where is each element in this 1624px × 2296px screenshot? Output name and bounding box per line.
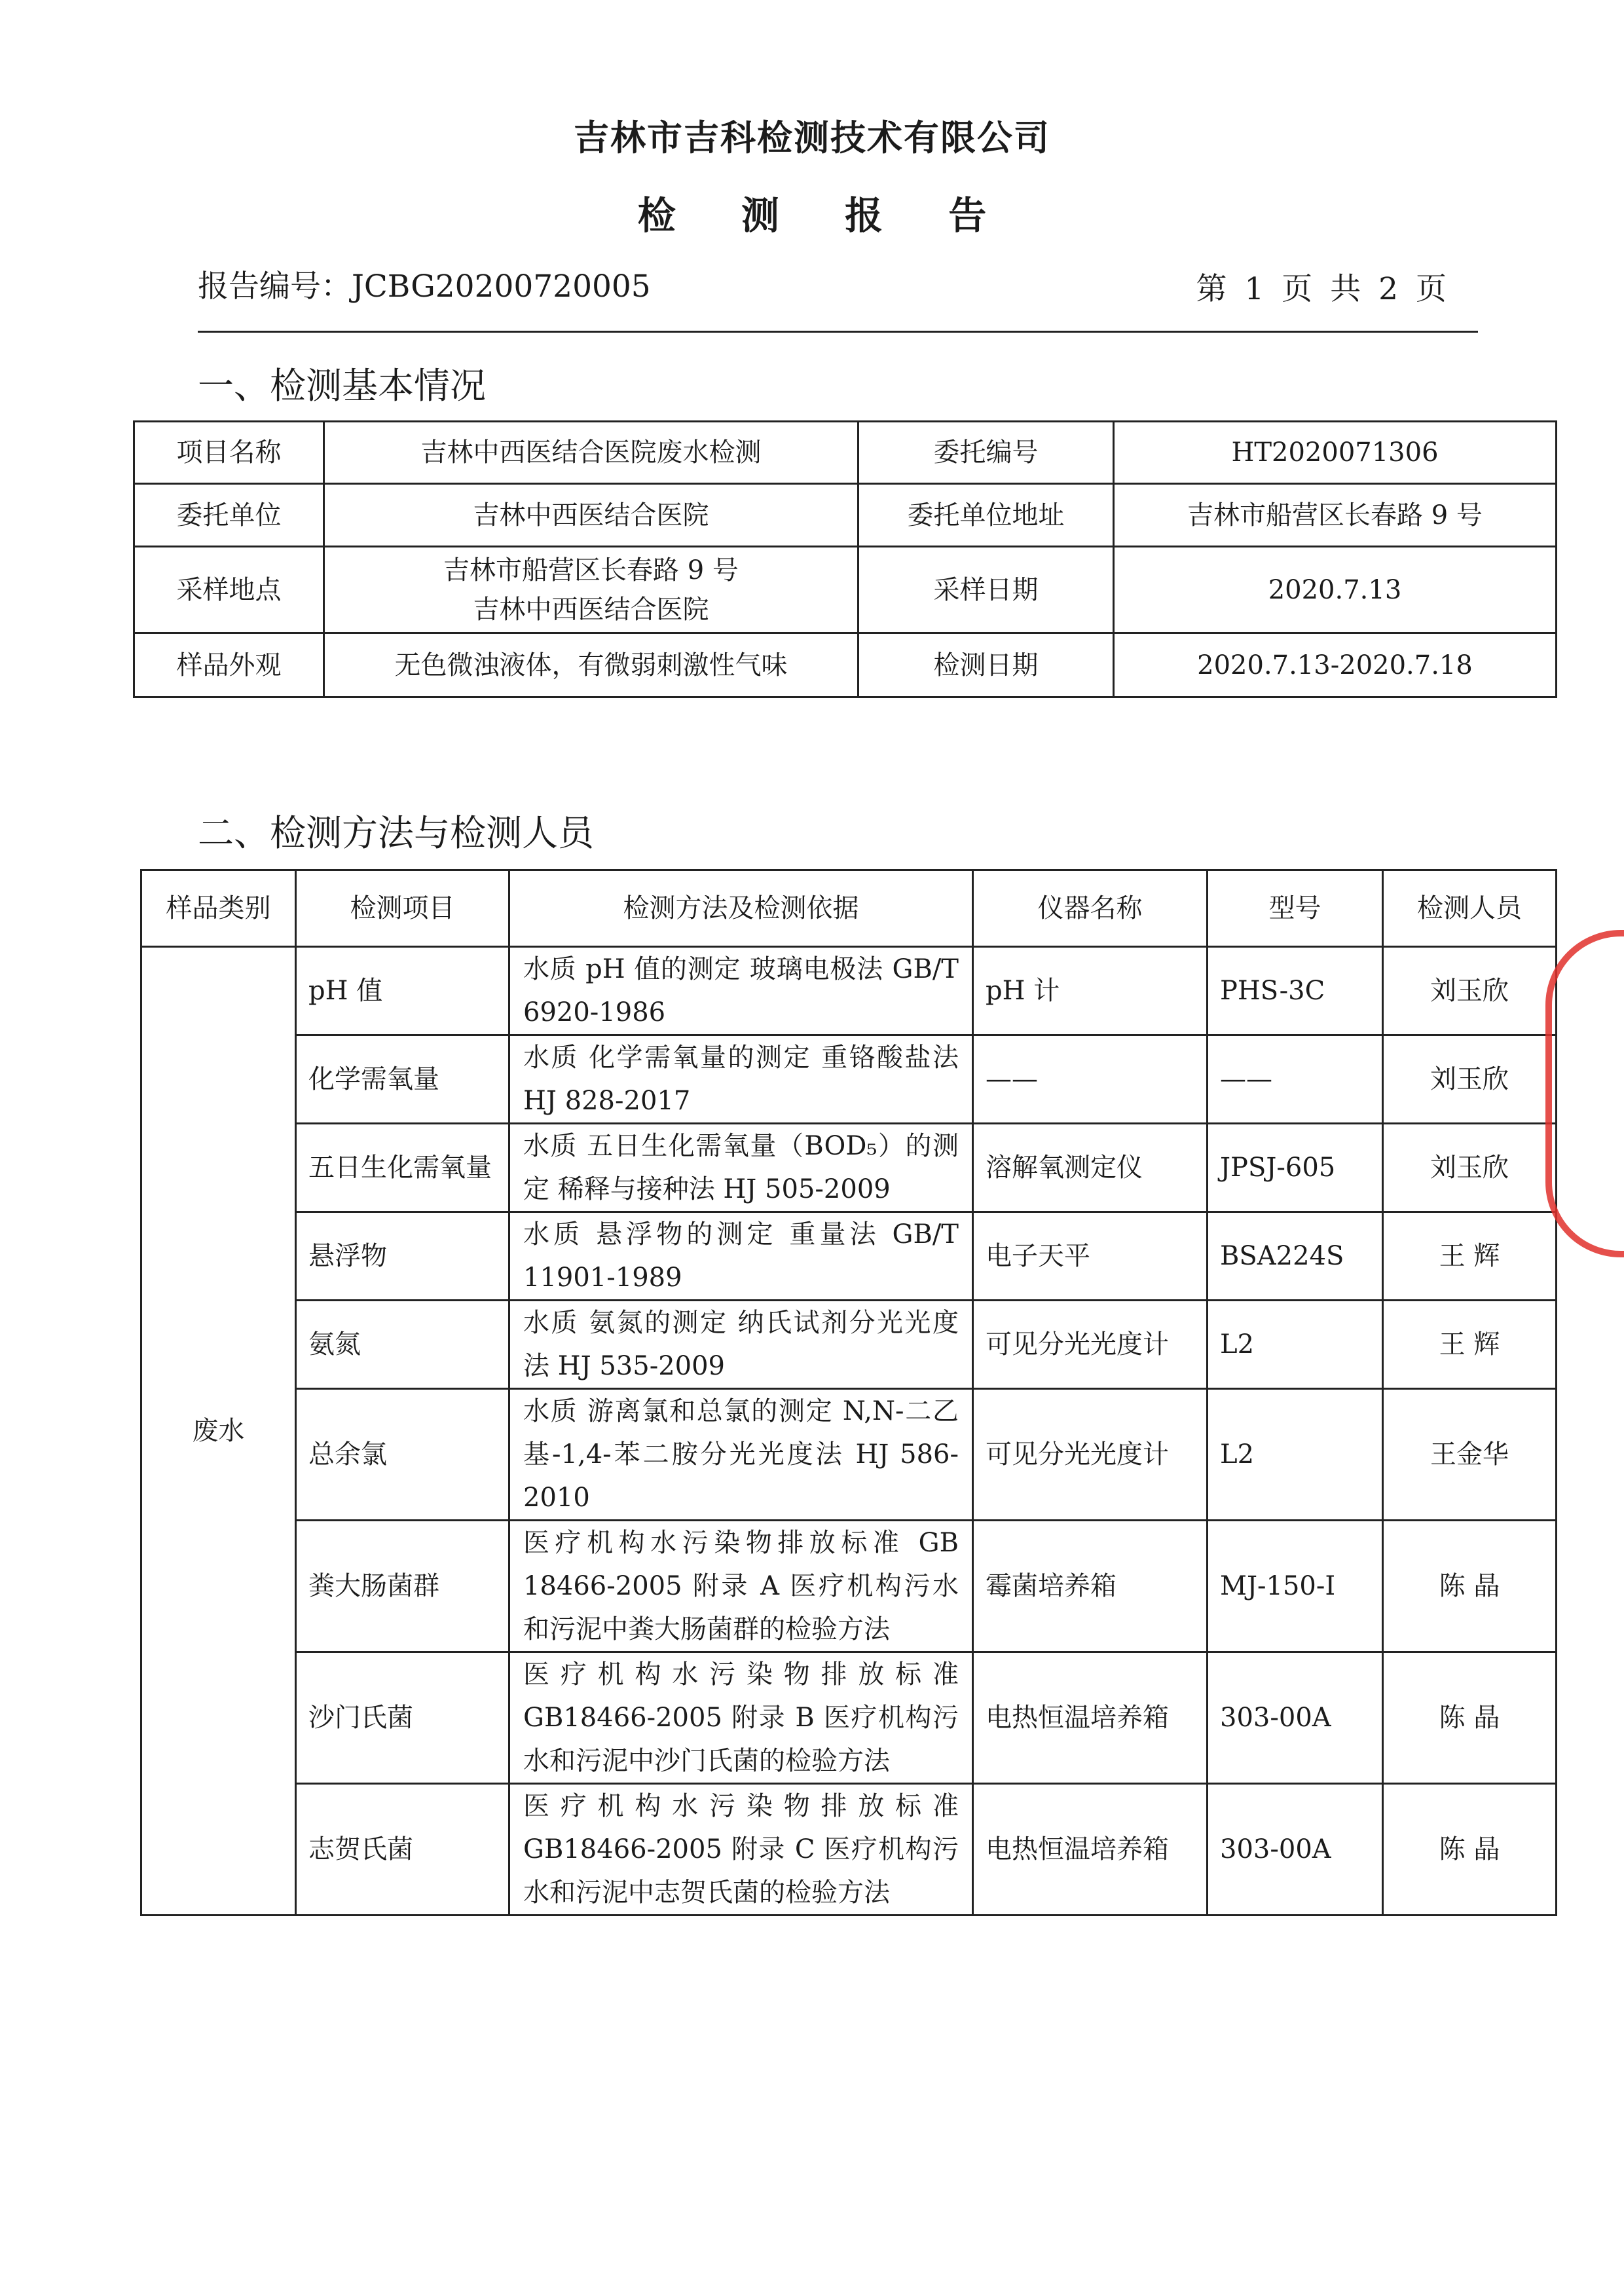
instrument-cell: 可见分光光度计 — [973, 1301, 1208, 1389]
table-row — [141, 1035, 1557, 1124]
method-cell: 水质 五日生化需氧量（BOD₅）的测定 稀释与接种法 HJ 505-2009 — [509, 1124, 973, 1212]
header-tester: 检测人员 — [1383, 870, 1557, 947]
table-row — [141, 1521, 1557, 1652]
instrument-cell: 电热恒温培养箱 — [973, 1784, 1208, 1916]
label-client: 委托单位 — [134, 484, 324, 547]
item-cell: 总余氯 — [296, 1389, 509, 1521]
page-info: 第 1 页 共 2 页 — [1196, 271, 1450, 307]
tester-cell: 刘玉欣 — [1383, 1124, 1557, 1212]
method-cell: 水质 氨氮的测定 纳氏试剂分光光度法 HJ 535-2009 — [509, 1301, 973, 1389]
value-project-name: 吉林中西医结合医院废水检测 — [324, 422, 858, 484]
methods-table — [140, 869, 1557, 1916]
table-row — [134, 633, 1557, 697]
company-name: 吉林市吉科检测技术有限公司 — [574, 117, 1050, 158]
label-test-date: 检测日期 — [858, 633, 1114, 697]
value-appearance: 无色微浊液体，有微弱刺激性气味 — [324, 633, 858, 697]
value-client-address: 吉林市船营区长春路 9 号 — [1114, 484, 1557, 547]
instrument-cell: —— — [973, 1035, 1208, 1124]
model-cell: PHS-3C — [1208, 947, 1383, 1035]
item-cell: 氨氮 — [296, 1301, 509, 1389]
table-row — [141, 1212, 1557, 1301]
instrument-cell: 电子天平 — [973, 1212, 1208, 1301]
item-cell: 悬浮物 — [296, 1212, 509, 1301]
method-cell: 医疗机构水污染物排放标准 GB 18466-2005 附录 A 医疗机构污水和污泥中粪大肠菌群的检验方法 — [509, 1521, 973, 1652]
model-cell: L2 — [1208, 1301, 1383, 1389]
table-row — [141, 1389, 1557, 1521]
tester-cell: 王 辉 — [1383, 1301, 1557, 1389]
model-cell: JPSJ-605 — [1208, 1124, 1383, 1212]
label-sampling-date: 采样日期 — [858, 547, 1114, 633]
item-cell: pH 值 — [296, 947, 509, 1035]
table-row — [141, 1301, 1557, 1389]
method-cell: 水质 游离氯和总氯的测定 N,N-二乙基-1,4-苯二胺分光光度法 HJ 586-2010 — [509, 1389, 973, 1521]
item-cell: 志贺氏菌 — [296, 1784, 509, 1916]
model-cell: L2 — [1208, 1389, 1383, 1521]
header-method: 检测方法及检测依据 — [509, 870, 973, 947]
value-commission-no: HT2020071306 — [1114, 422, 1557, 484]
model-cell: 303-00A — [1208, 1652, 1383, 1784]
label-client-address: 委托单位地址 — [858, 484, 1114, 547]
label-commission-no: 委托编号 — [858, 422, 1114, 484]
red-seal-stamp — [1545, 930, 1624, 1257]
value-test-date: 2020.7.13-2020.7.18 — [1114, 633, 1557, 697]
label-project-name: 项目名称 — [134, 422, 324, 484]
table-row — [134, 484, 1557, 547]
tester-cell: 刘玉欣 — [1383, 947, 1557, 1035]
category-cell: 废水 — [141, 947, 296, 1916]
instrument-cell: 霉菌培养箱 — [973, 1521, 1208, 1652]
model-cell: MJ-150-I — [1208, 1521, 1383, 1652]
tester-cell: 陈 晶 — [1383, 1652, 1557, 1784]
tester-cell: 王 辉 — [1383, 1212, 1557, 1301]
instrument-cell: 可见分光光度计 — [973, 1389, 1208, 1521]
model-cell: —— — [1208, 1035, 1383, 1124]
section2-heading: 二、检测方法与检测人员 — [198, 812, 595, 854]
tester-cell: 陈 晶 — [1383, 1784, 1557, 1916]
table-row — [134, 547, 1557, 633]
header-item: 检测项目 — [296, 870, 509, 947]
method-cell: 水质 化学需氧量的测定 重铬酸盐法 HJ 828-2017 — [509, 1035, 973, 1124]
item-cell: 化学需氧量 — [296, 1035, 509, 1124]
method-cell: 医疗机构水污染物排放标准 GB18466-2005 附录 C 医疗机构污水和污泥中志贺氏菌的检验方法 — [509, 1784, 973, 1916]
table-row — [141, 947, 1557, 1035]
instrument-cell: 溶解氧测定仪 — [973, 1124, 1208, 1212]
header-instrument: 仪器名称 — [973, 870, 1208, 947]
instrument-cell: pH 计 — [973, 947, 1208, 1035]
table-header-row — [141, 870, 1557, 947]
tester-cell: 陈 晶 — [1383, 1521, 1557, 1652]
method-cell: 水质 pH 值的测定 玻璃电极法 GB/T 6920-1986 — [509, 947, 973, 1035]
table-row — [141, 1784, 1557, 1916]
table-row — [141, 1652, 1557, 1784]
model-cell: 303-00A — [1208, 1784, 1383, 1916]
header-category: 样品类别 — [141, 870, 296, 947]
item-cell: 沙门氏菌 — [296, 1652, 509, 1784]
label-appearance: 样品外观 — [134, 633, 324, 697]
header-divider — [198, 331, 1478, 333]
basic-info-table — [133, 420, 1557, 698]
report-title: 检 测 报 告 — [637, 193, 1013, 238]
value-client: 吉林中西医结合医院 — [324, 484, 858, 547]
method-cell: 水质 悬浮物的测定 重量法 GB/T 11901-1989 — [509, 1212, 973, 1301]
tester-cell: 刘玉欣 — [1383, 1035, 1557, 1124]
item-cell: 粪大肠菌群 — [296, 1521, 509, 1652]
value-sampling-site: 吉林市船营区长春路 9 号 吉林中西医结合医院 — [324, 547, 858, 633]
method-cell: 医疗机构水污染物排放标准 GB18466-2005 附录 B 医疗机构污水和污泥中沙门氏菌的检验方法 — [509, 1652, 973, 1784]
section1-heading: 一、检测基本情况 — [198, 365, 487, 407]
instrument-cell: 电热恒温培养箱 — [973, 1652, 1208, 1784]
tester-cell: 王金华 — [1383, 1389, 1557, 1521]
header-model: 型号 — [1208, 870, 1383, 947]
label-sampling-site: 采样地点 — [134, 547, 324, 633]
value-sampling-date: 2020.7.13 — [1114, 547, 1557, 633]
table-row — [141, 1124, 1557, 1212]
model-cell: BSA224S — [1208, 1212, 1383, 1301]
table-row — [134, 422, 1557, 484]
item-cell: 五日生化需氧量 — [296, 1124, 509, 1212]
report-number: 报告编号：JCBG20200720005 — [198, 268, 651, 305]
